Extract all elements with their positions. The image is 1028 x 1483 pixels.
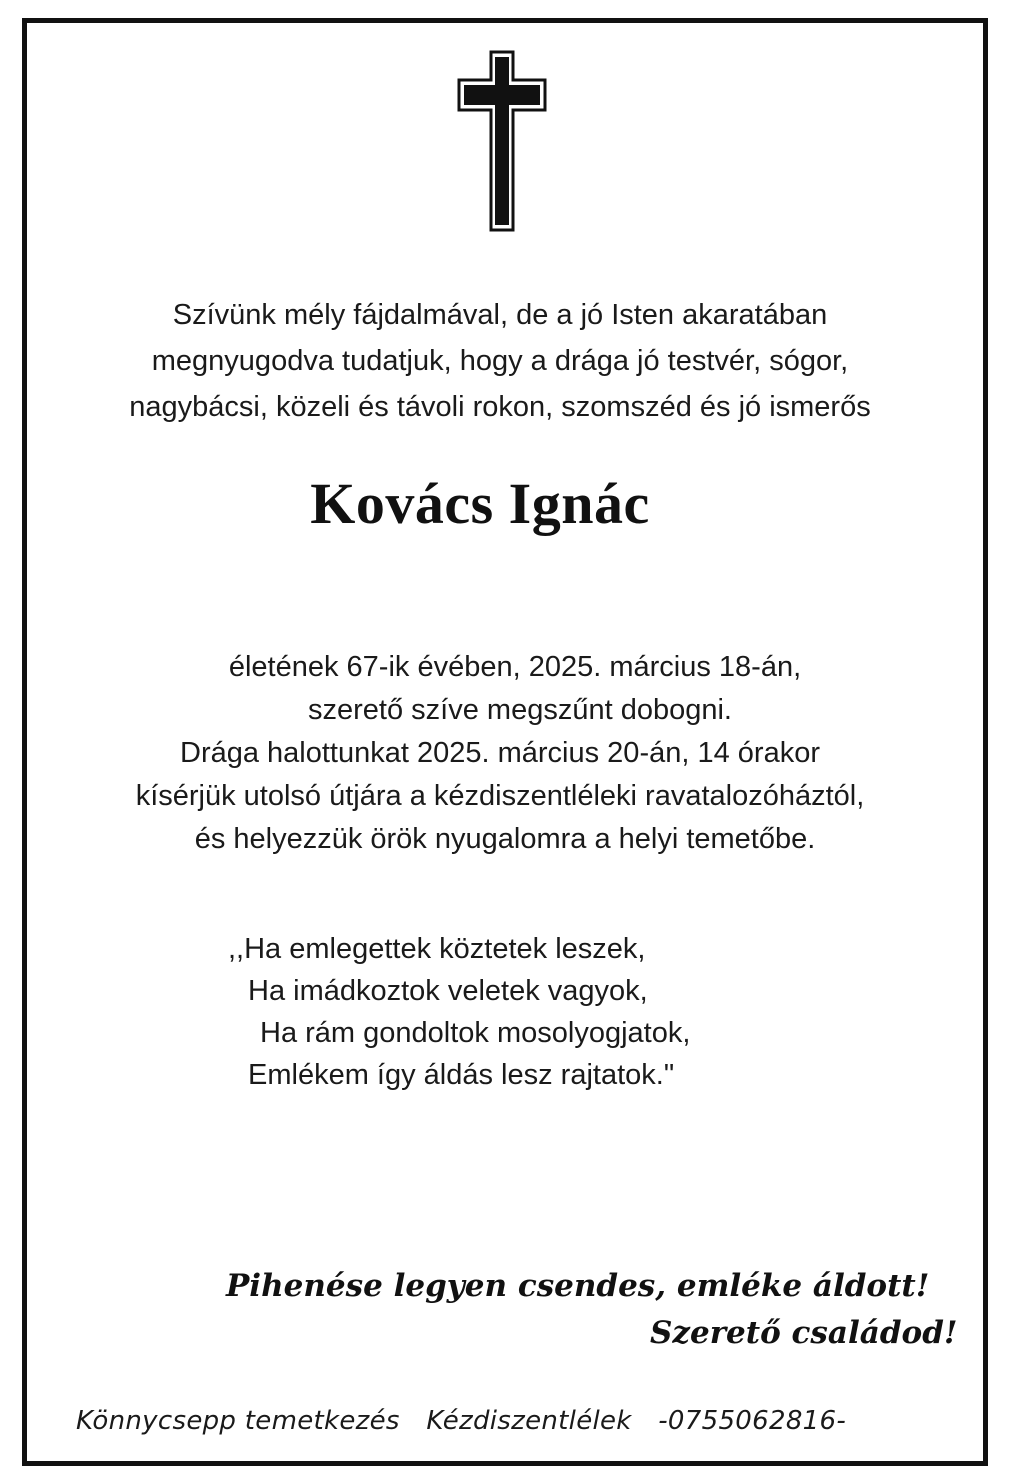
intro-line: nagybácsi, közeli és távoli rokon, szomszéd és jó ismerős — [129, 391, 871, 423]
quote-line: Ha imádkoztok veletek vagyok, — [248, 975, 648, 1007]
intro-line: megnyugodva tudatjuk, hogy a drága jó testvér, sógor, — [151, 345, 849, 377]
details-line: szerető szíve megszűnt dobogni. — [308, 694, 732, 726]
deceased-name: Kovács Ignác — [310, 471, 650, 536]
company-location: Kézdiszentlélek — [426, 1406, 632, 1436]
cross-icon — [457, 50, 547, 232]
closing-signature: Szerető családod! — [650, 1315, 958, 1351]
announcement-intro — [0, 292, 1000, 430]
details-line: életének 67-ik évében, 2025. március 18-án, — [228, 651, 802, 683]
details-line: és helyezzük örök nyugalomra a helyi temetőbe. — [194, 823, 816, 855]
intro-line: Szívünk mély fájdalmával, de a jó Isten akaratában — [172, 299, 828, 331]
quote-line: Ha rám gondoltok mosolyogjatok, — [260, 1017, 691, 1049]
closing-blessing: Pihenése legyen csendes, emléke áldott! — [226, 1268, 930, 1304]
memorial-quote — [228, 928, 690, 1096]
details-line: kísérjük utolsó útjára a kézdiszentléleki ravatalozóháztól, — [135, 780, 865, 812]
quote-line: Emlékem így áldás lesz rajtatok." — [248, 1059, 675, 1091]
quote-line: ,,Ha emlegettek köztetek leszek, — [228, 933, 646, 965]
funeral-details — [0, 646, 1000, 861]
company-phone: -0755062816- — [658, 1406, 847, 1436]
details-line: Drága halottunkat 2025. március 20-án, 14 órakor — [180, 737, 820, 769]
company-name: Könnycsepp temetkezés — [76, 1406, 400, 1436]
funeral-home-footer — [76, 1406, 864, 1436]
